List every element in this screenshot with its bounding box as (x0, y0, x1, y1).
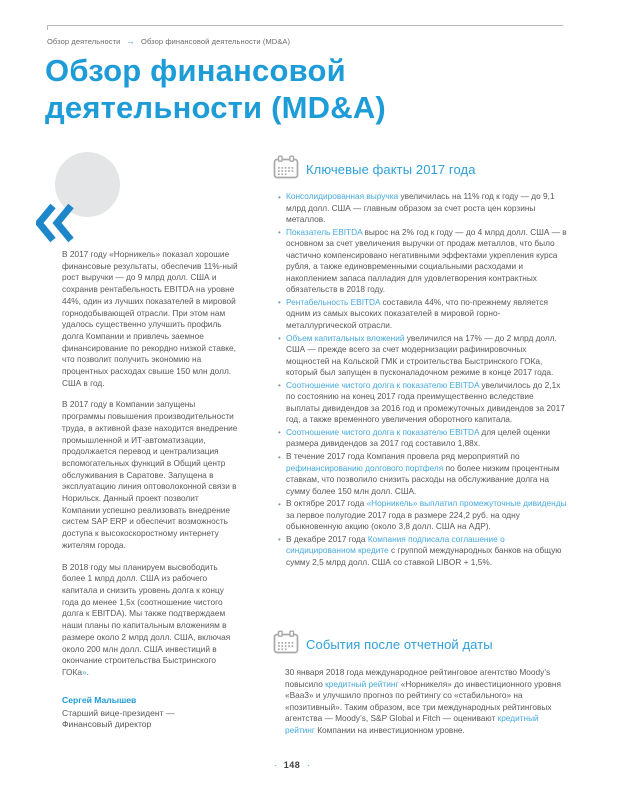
key-fact-item (286, 380, 567, 426)
key-fact-item (286, 498, 567, 533)
inline-link[interactable]: Соотношение чистого долга к показателю EBITDA (286, 426, 480, 437)
inline-link[interactable]: Рентабельность EBITDA (286, 296, 381, 307)
inline-link[interactable]: «Норникель» выплатил промежуточные дивиденды (366, 498, 567, 509)
inline-link[interactable]: рефинансированию долгового портфеля (286, 462, 444, 473)
text-run: В октябре 2017 года (286, 498, 367, 509)
quote-author (62, 695, 238, 731)
text-run: В 2017 году в Компании запущены программы повышения производительности труда, в активной фазе находится внедрение промышленной и ИТ-автоматизации, продолжается перевод и централизация вспомогательных функций в Общий центр обслуживания в Саратове. Запущена в эксплуатацию линия оптоволоконной связи в Норильск. Данный проект позволит Компании успешно реализовать внедрение систем SAP ERP и обеспечит возможность доступа к высокоскоростному интернету жителям города. (62, 399, 238, 550)
text-run: В декабре 2017 года (286, 533, 368, 544)
page-footer (258, 760, 326, 770)
text-run: В течение 2017 года Компания провела ряд мероприятий по (286, 451, 520, 462)
quote-paragraph (62, 399, 238, 551)
inline-link[interactable]: кредитный рейтинг (285, 713, 539, 735)
author-title: Старший вице-президент — Финансовый директор (62, 707, 175, 730)
text-run: увеличился на 17% — до 2 млрд долл. США — прежде всего за счет модернизации рафинировочных мощностей на Кольской ГМК и строительства Быстринского ГОКа, который был запущен в пусконаладочном режиме в конце 2017 года. (286, 332, 557, 378)
text-run: увеличилось до 2,1x по состоянию на конец 2017 года преимущественно вследствие выплаты дивидендов за 2016 год и промежуточных дивидендов за 2017 год, а также временного увеличения оборотного капитала. (286, 379, 565, 425)
inline-link[interactable]: Компания подписала соглашение о синдицированном кредите (286, 533, 505, 556)
inline-link[interactable]: кредитный рейтинг (325, 678, 399, 689)
events-paragraph (285, 667, 565, 737)
footer-dot: · (307, 760, 311, 770)
breadcrumb-current: Обзор финансовой деятельности (MD&A) (141, 37, 291, 46)
text-run: для целей оценки размера дивидендов за 2017 год составило 1,88x. (286, 426, 550, 449)
key-fact-item (286, 227, 567, 296)
key-fact-item (286, 451, 567, 497)
text-run: по более низким процентным ставкам, что позволило снизить расходы на обслуживание долга на сумму более 150 млн долл. США. (286, 462, 560, 496)
inline-link[interactable]: Показатель EBITDA (286, 226, 363, 237)
text-run: В 2018 году мы планируем высвободить более 1 млрд долл. США из рабочего капитала и снизить уровень долга к концу года до менее 1,5x (соотношение чистого долга к EBITDA). Мы также подтверждаем наши планы по капитальным вложениям в размере около 2 млрд долл. США, включая около 200 млн долл. США инвестиций в окончание строительства Быстринского ГОКа (62, 561, 231, 677)
breadcrumb (47, 37, 290, 46)
quote-mark-icon (36, 203, 76, 243)
quote-paragraph (62, 249, 238, 389)
key-facts-list (273, 191, 567, 569)
text-run: составила 44%, что по-прежнему является одним из самых высоких показателей в мировой горно-металлургической отрасли. (286, 296, 548, 331)
subsequent-events-section (273, 630, 567, 737)
key-fact-item (286, 534, 567, 569)
breadcrumb-arrow-icon: → (126, 36, 136, 47)
key-facts-section (273, 155, 567, 570)
text-run: увеличилась на 11% год к году — до 9,1 млрд долл. США — главным образом за счет роста цен корзины металлов. (286, 191, 555, 225)
text-run: Компании на инвестиционном уровне. (314, 724, 465, 735)
quote-paragraph (62, 562, 238, 679)
footer-dot: · (273, 760, 277, 770)
text-run: . (86, 666, 89, 677)
text-run: В 2017 году «Норникель» показал хорошие финансовые результаты, обеспечив 11%-ный рост выручки — до 9 млрд долл. США и сохранив рентабельность EBITDA на уровне 44%, один из лучших показателей в мировой горнодобывающей отрасли. При этом нам удалось существенно улучшить профиль долга Компании и привлечь заемное финансирование по рекордно низкой ставке, что позволит получить экономию на процентных расходах свыше 150 млн долл. США в год. (62, 249, 238, 388)
calendar-icon (273, 155, 299, 179)
page-number: 148 (283, 760, 301, 770)
page-title: Обзор финансовой деятельности (MD&A) (45, 53, 386, 125)
key-fact-item (286, 427, 567, 450)
text-run: 30 января 2018 года международное рейтинговое агентство Moody’s повысило (285, 667, 551, 689)
author-name: Сергей Малышев (62, 694, 137, 705)
key-fact-item (286, 333, 567, 379)
text-run: с группой международных банков на общую сумму 2,5 млрд долл. США со ставкой LIBOR + 1,5%. (286, 545, 562, 567)
inline-link[interactable]: Консолидированная выручка (286, 191, 399, 201)
section-header (273, 630, 567, 654)
inline-link[interactable]: Соотношение чистого долга к показателю EBITDA (286, 379, 480, 390)
section-header (273, 155, 567, 179)
text-run: за первое полугодие 2017 года в размере 224,2 руб. на одну обыкновенную акцию (около 3,8 долл. США на АДР). (286, 509, 520, 532)
text-run: «Норникеля» до инвестиционного уровня «Baa3» и улучшило прогноз по рейтингу со «стабильного» на «позитивный». Таким образом, все три международных рейтинговых агентства — Moody’s, S&P Global и Fitch — оценивают (285, 678, 561, 724)
key-fact-item (286, 297, 567, 332)
breadcrumb-link-parent[interactable]: Обзор деятельности (47, 37, 121, 46)
inline-link[interactable]: Объем капитальных вложений (286, 332, 405, 343)
top-rule (47, 25, 563, 26)
quote-paragraphs (62, 249, 238, 679)
inline-link[interactable]: » (81, 666, 87, 677)
calendar-icon (273, 630, 299, 654)
section-heading-events: События после отчетной даты (306, 637, 493, 652)
section-heading-key-facts: Ключевые факты 2017 года (306, 162, 476, 177)
text-run: вырос на 2% год к году — до 4 млрд долл. США — в основном за счет увеличения выручки от продаж металлов, что было частично компенсировано негативными эффектами укрепления курса рубля, а также единовременными социальными расходами и накоплением запаса палладия для удовлетворения контрактных обязательств в 2018 году. (286, 226, 567, 295)
key-fact-item (286, 191, 567, 226)
